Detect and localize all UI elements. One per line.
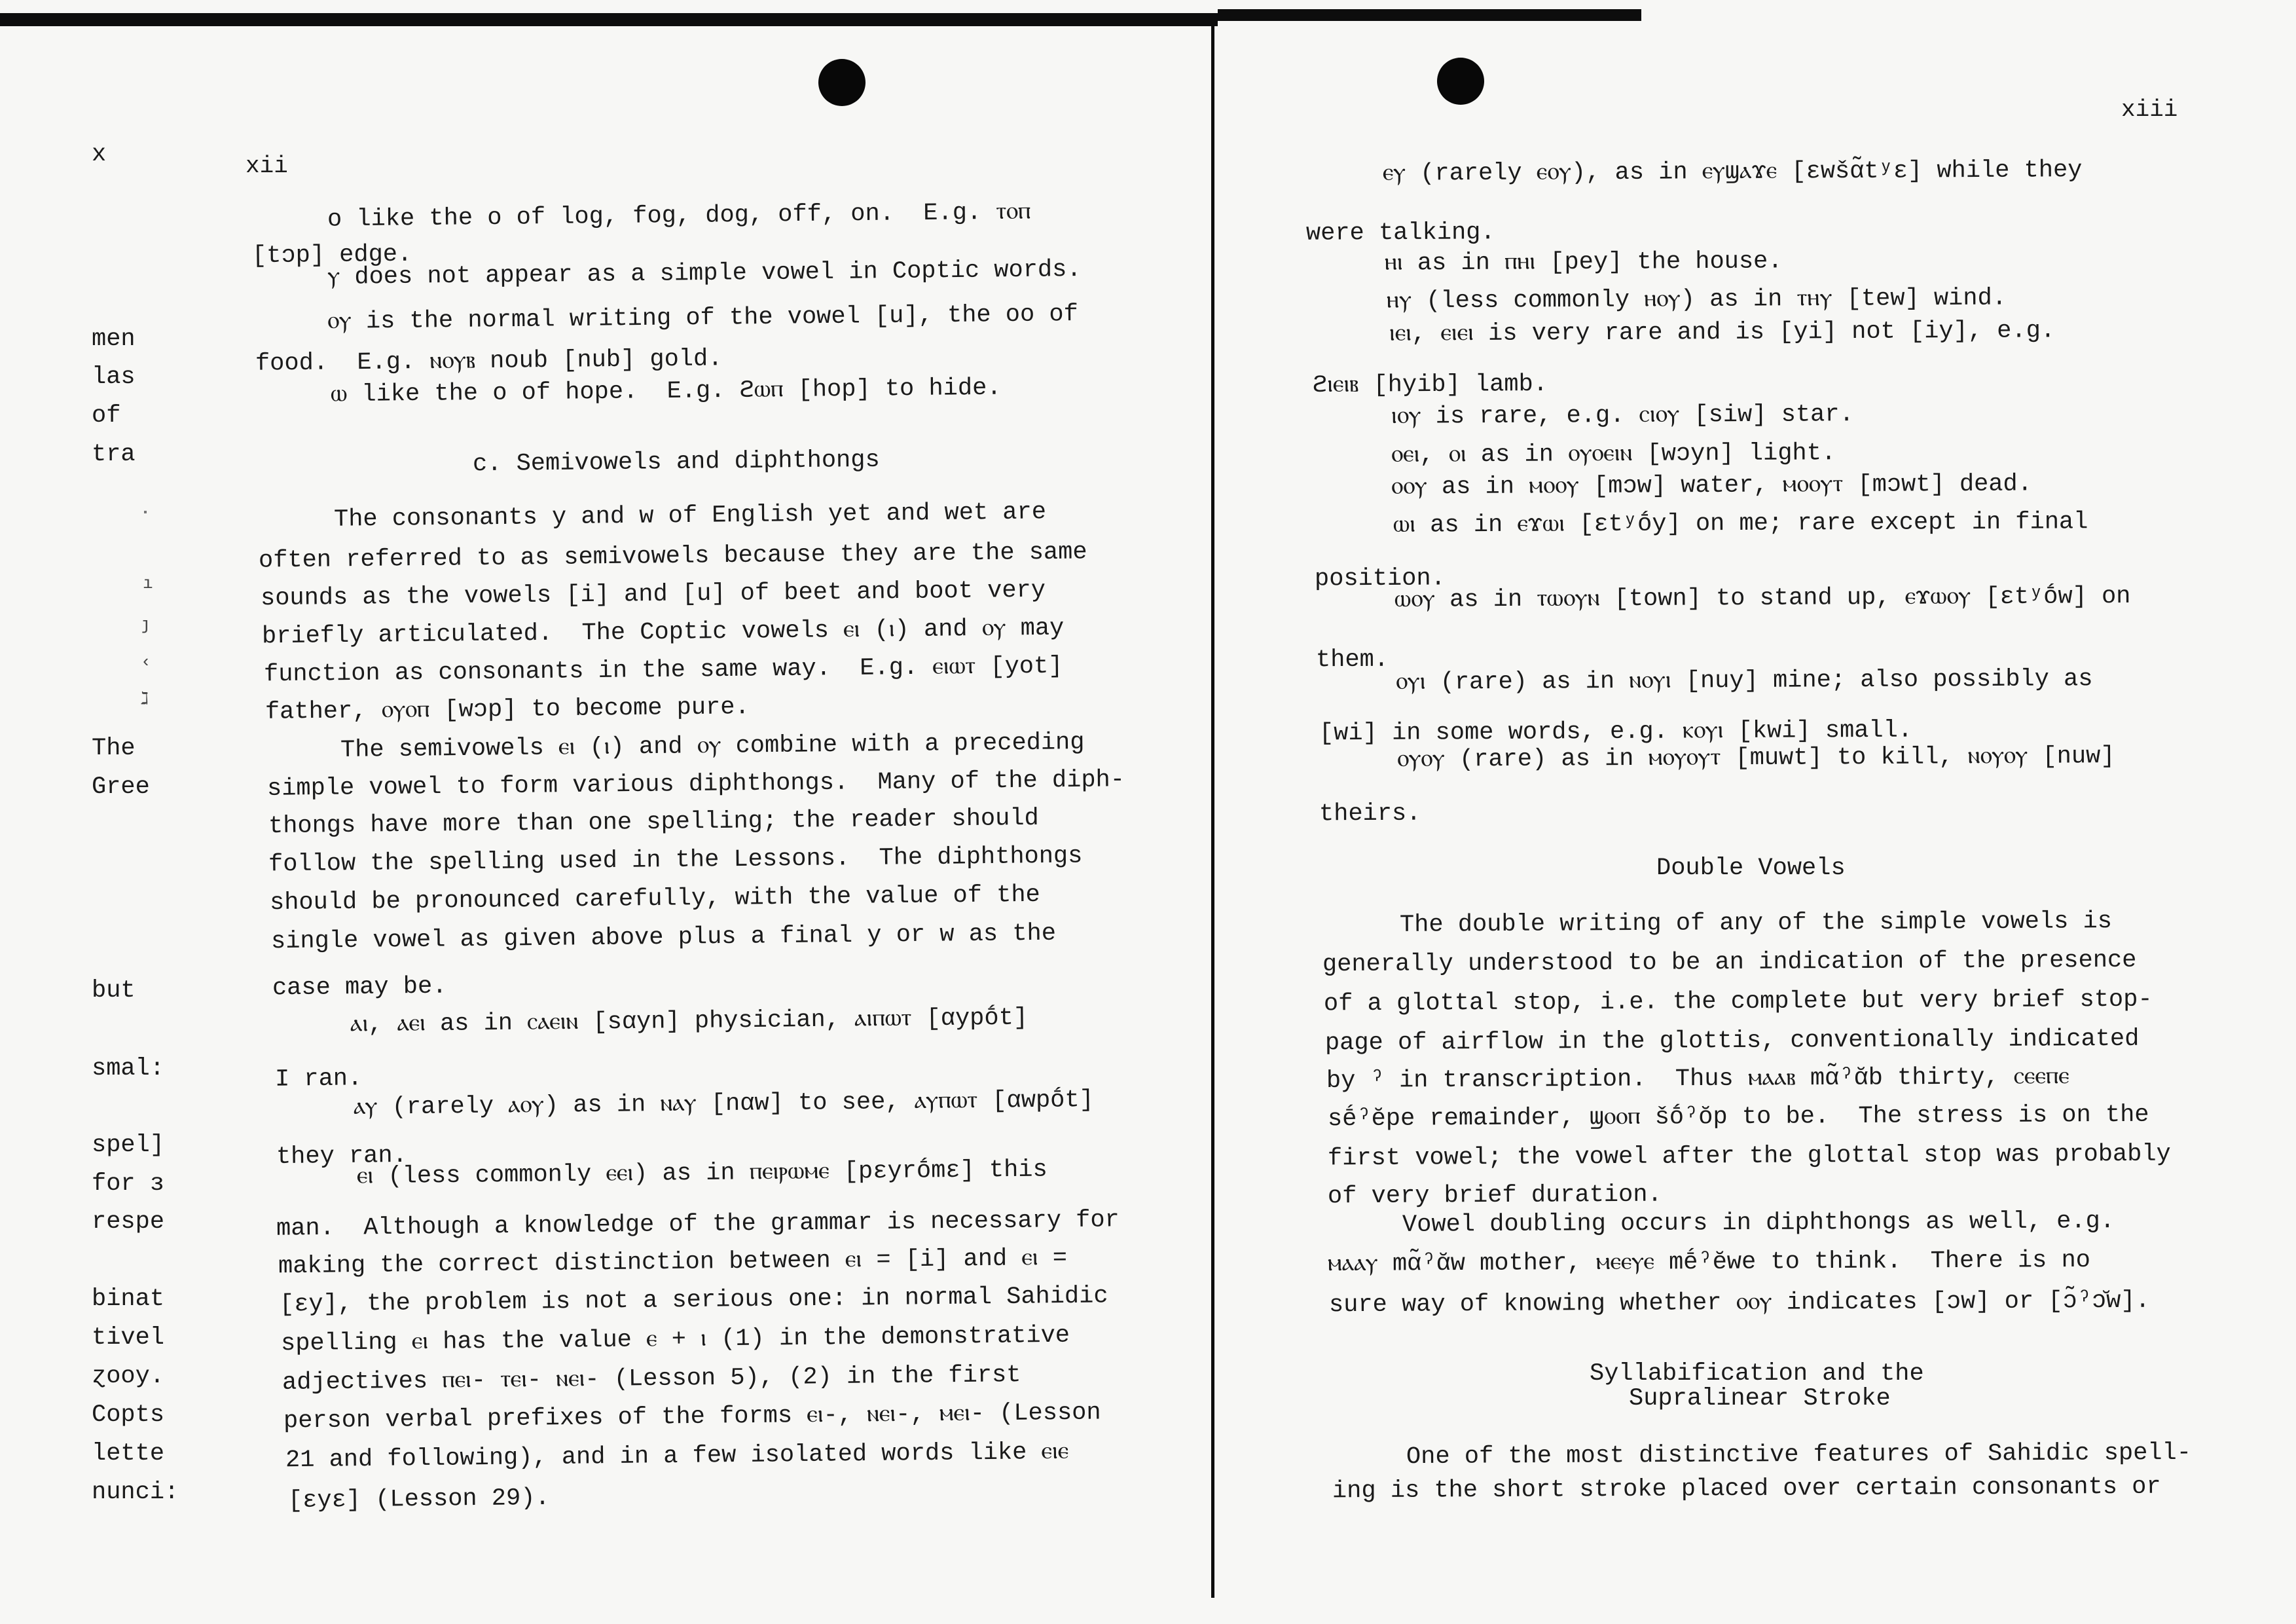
text-line: sḗˀĕpe remainder, ϣⲟⲟⲡ šṓˀŏp to be. The stress is on the (1327, 1101, 2149, 1134)
margin-mark: ı (143, 574, 153, 593)
text-line: often referred to as semivowels because they are the same (258, 538, 1087, 575)
binding-hole-left (818, 59, 866, 106)
section-heading: Syllabification and the (1590, 1360, 1924, 1388)
margin-fragment: men (92, 325, 136, 353)
text-line: first vowel; the vowel after the glottal stop was probably (1327, 1140, 2171, 1173)
text-line: ⲟⲩⲟⲩ (rare) as in ⲙⲟⲩⲟⲩⲧ [muwt] to kill, ⲛⲟⲩⲟⲩ [nuw] (1396, 743, 2115, 774)
text-line: man. Although a knowledge of the grammar is necessary for (276, 1206, 1120, 1243)
text-line: ⲟⲩⲓ (rare) as in ⲛⲟⲩⲓ [nuy] mine; also possibly as (1395, 665, 2093, 697)
text-line: should be pronounced carefully, with the value of the (269, 881, 1040, 917)
text-line: ⲟⲟⲩ as in ⲙⲟⲟⲩ [mɔw] water, ⲙⲟⲟⲩⲧ [mɔwt] dead. (1391, 470, 2033, 502)
margin-fragment: las (92, 363, 136, 391)
text-line: ⲟⲉⲓ, ⲟⲓ as in ⲟⲩⲟⲉⲓⲛ [wɔyn] light. (1391, 439, 1836, 470)
text-line: Vowel doubling occurs in diphthongs as well, e.g. (1402, 1208, 2115, 1239)
text-line: theirs. (1319, 800, 1421, 828)
text-line: [tɔp] edge. (251, 240, 412, 270)
text-line: The semivowels ⲉⲓ (ⲓ) and ⲟⲩ combine with a preceding (340, 729, 1085, 764)
text-line: they ran. (276, 1141, 408, 1172)
margin-fragment: The (92, 735, 136, 762)
margin-dot (144, 511, 147, 513)
text-line: The consonants y and w of English yet and wet are (333, 498, 1047, 534)
text-line: ϩⲓⲉⲓⲃ [hyib] lamb. (1312, 371, 1548, 399)
margin-fragment: for ɜ (92, 1170, 165, 1198)
text-line: spelling ⲉⲓ has the value ⲉ + ⲓ (1) in the demonstrative (280, 1321, 1070, 1358)
text-line: thongs have more than one spelling; the reader should (268, 804, 1039, 841)
margin-fragment: smal: (92, 1055, 165, 1082)
text-line: I ran. (274, 1065, 363, 1094)
text-line: 21 and following), and in a few isolated words like ⲉⲓⲉ (285, 1438, 1069, 1475)
margin-mark: ȷ (141, 615, 151, 635)
margin-fragment: tra (92, 441, 136, 468)
text-line: sounds as the vowels [i] and [u] of beet and boot very (260, 576, 1046, 613)
text-line: sure way of knowing whether ⲟⲟⲩ indicates [ɔw] or [ɔ̃ˀɔ̆w]. (1328, 1287, 2150, 1320)
text-line: [ɛyɛ] (Lesson 29). (287, 1484, 550, 1515)
page-number-left: xii (246, 153, 288, 179)
text-line: adjectives ⲡⲉⲓ- ⲧⲉⲓ- ⲛⲉⲓ- (Lesson 5), (2) in the first (282, 1361, 1021, 1397)
margin-fragment: ɀooy. (92, 1363, 165, 1390)
text-line: ⲉⲓ (less commonly ⲉⲉⲓ) as in ⲡⲉⲓⲣⲱⲙⲉ [pɛyrṓmɛ] this (356, 1156, 1048, 1191)
margin-fragment: Gree (92, 773, 150, 801)
text-line: food. E.g. ⲛⲟⲩⲃ noub [nub] gold. (255, 345, 723, 378)
page-number-right: xiii (2121, 96, 2178, 123)
gutter-fold (1211, 20, 1214, 1598)
margin-fragment: lette (92, 1440, 165, 1467)
text-line: [ɛy], the problem is not a serious one: in normal Sahidic (279, 1282, 1108, 1319)
page-top-edge (0, 13, 1218, 26)
text-line: ⲁⲓ, ⲁⲉⲓ as in ⲥⲁⲉⲓⲛ [sαyn] physician, ⲁⲓⲡⲱⲧ [αypṓt] (350, 1004, 1029, 1039)
page-top-edge-right (1218, 9, 1641, 21)
text-line: simple vowel to form various diphthongs. Many of the diph- (266, 766, 1125, 803)
text-line: ⲩ does not appear as a simple vowel in Coptic words. (327, 255, 1082, 292)
text-line: ⲉⲩ (rarely ⲉⲟⲩ), as in ⲉⲩϣⲁϫⲉ [ɛwšα̃tʸɛ] while they (1382, 157, 2083, 188)
text-line: father, ⲟⲩⲟⲡ [wɔp] to become pure. (264, 693, 750, 726)
text-line: ⲁⲩ (rarely ⲁⲟⲩ) as in ⲛⲁⲩ [nαw] to see, ⲁⲩⲡⲱⲧ [αwpṓt] (353, 1086, 1095, 1122)
margin-fragment: of (92, 402, 121, 430)
text-line: ing is the short stroke placed over certain consonants or (1332, 1473, 2161, 1505)
text-line: ⲱ like the o of hope. E.g. ϩⲱⲡ [hop] to hide. (330, 374, 1002, 409)
text-line: generally understood to be an indication of the presence (1322, 946, 2137, 979)
text-line: ⲏⲩ (less commonly ⲏⲟⲩ) as in ⲧⲏⲩ [tew] wind. (1386, 284, 2007, 316)
text-line: follow the spelling used in the Lessons. The diphthongs (268, 842, 1083, 879)
text-line: case may be. (272, 972, 447, 1003)
text-line: ⲱⲓ as in ⲉϫⲱⲓ [ɛtʸṓy] on me; rare except in final (1393, 508, 2088, 540)
margin-fragment: binat (92, 1285, 165, 1313)
margin-mark: ℷ (141, 690, 149, 709)
margin-mark: ‹ (141, 652, 151, 672)
text-line: briefly articulated. The Coptic vowels ⲉⲓ (ⲓ) and ⲟⲩ may (261, 614, 1065, 651)
margin-fragment: Copts (92, 1401, 165, 1429)
text-line: page of airflow in the glottis, conventionally indicated (1324, 1025, 2140, 1058)
text-line: position. (1314, 564, 1446, 593)
text-line: [wi] in some words, e.g. ⲕⲟⲩⲓ [kwi] small. (1319, 716, 1913, 748)
text-line: ⲓⲉⲓ, ⲉⲓⲉⲓ is very rare and is [yi] not [iy], e.g. (1389, 317, 2056, 348)
text-line: ⲟⲩ is the normal writing of the vowel [u], the oo of (327, 300, 1079, 337)
text-line: ⲙⲁⲁⲩ mα̃ˀᾰw mother, ⲙⲉⲉⲩⲉ mḗˀĕwe to think. There is no (1327, 1246, 2091, 1279)
section-heading: c. Semivowels and diphthongs (472, 446, 880, 479)
text-line: by ˀ in transcription. Thus ⲙⲁⲁⲃ mα̃ˀᾰb thirty, ⲥⲉⲉⲡⲉ (1326, 1063, 2069, 1095)
text-line: making the correct distinction between ⲉⲓ = [i] and ⲉⲓ = (278, 1244, 1068, 1281)
text-line: ⲓⲟⲩ is rare, e.g. ⲥⲓⲟⲩ [siw] star. (1391, 401, 1854, 431)
margin-fragment: respe (92, 1208, 165, 1236)
text-line: of very brief duration. (1327, 1181, 1662, 1211)
text-line: function as consonants in the same way. E.g. ⲉⲓⲱⲧ [yot] (263, 652, 1063, 689)
margin-fragment: tivel (92, 1324, 165, 1352)
text-line: person verbal prefixes of the forms ⲉⲓ-, ⲛⲉⲓ-, ⲙⲉⲓ- (Lesson (283, 1399, 1101, 1435)
margin-fragment: spel] (92, 1132, 165, 1159)
outer-page-number: x (92, 141, 107, 168)
section-heading: Supralinear Stroke (1629, 1385, 1891, 1412)
binding-hole-right (1437, 58, 1484, 105)
text-line: o like the o of log, fog, dog, off, on. E.g. ⲧⲟⲡ (327, 198, 1031, 234)
text-line: were talking. (1305, 219, 1495, 248)
section-heading: Double Vowels (1656, 855, 1846, 882)
text-line: One of the most distinctive features of Sahidic spell- (1406, 1439, 2192, 1471)
margin-fragment: but (92, 977, 136, 1005)
text-line: single vowel as given above plus a final y or w as the (270, 919, 1057, 956)
text-line: them. (1315, 646, 1389, 674)
margin-fragment: nunci: (92, 1479, 179, 1506)
text-line: The double writing of any of the simple vowels is (1399, 908, 2113, 939)
text-line: ⲱⲟⲩ as in ⲧⲱⲟⲩⲛ [town] to stand up, ⲉϫⲱⲟⲩ [ɛtʸṓw] on (1394, 583, 2131, 614)
text-line: ⲏⲓ as in ⲡⲏⲓ [pey] the house. (1384, 248, 1783, 278)
text-line: of a glottal stop, i.e. the complete but very brief stop- (1323, 986, 2153, 1018)
